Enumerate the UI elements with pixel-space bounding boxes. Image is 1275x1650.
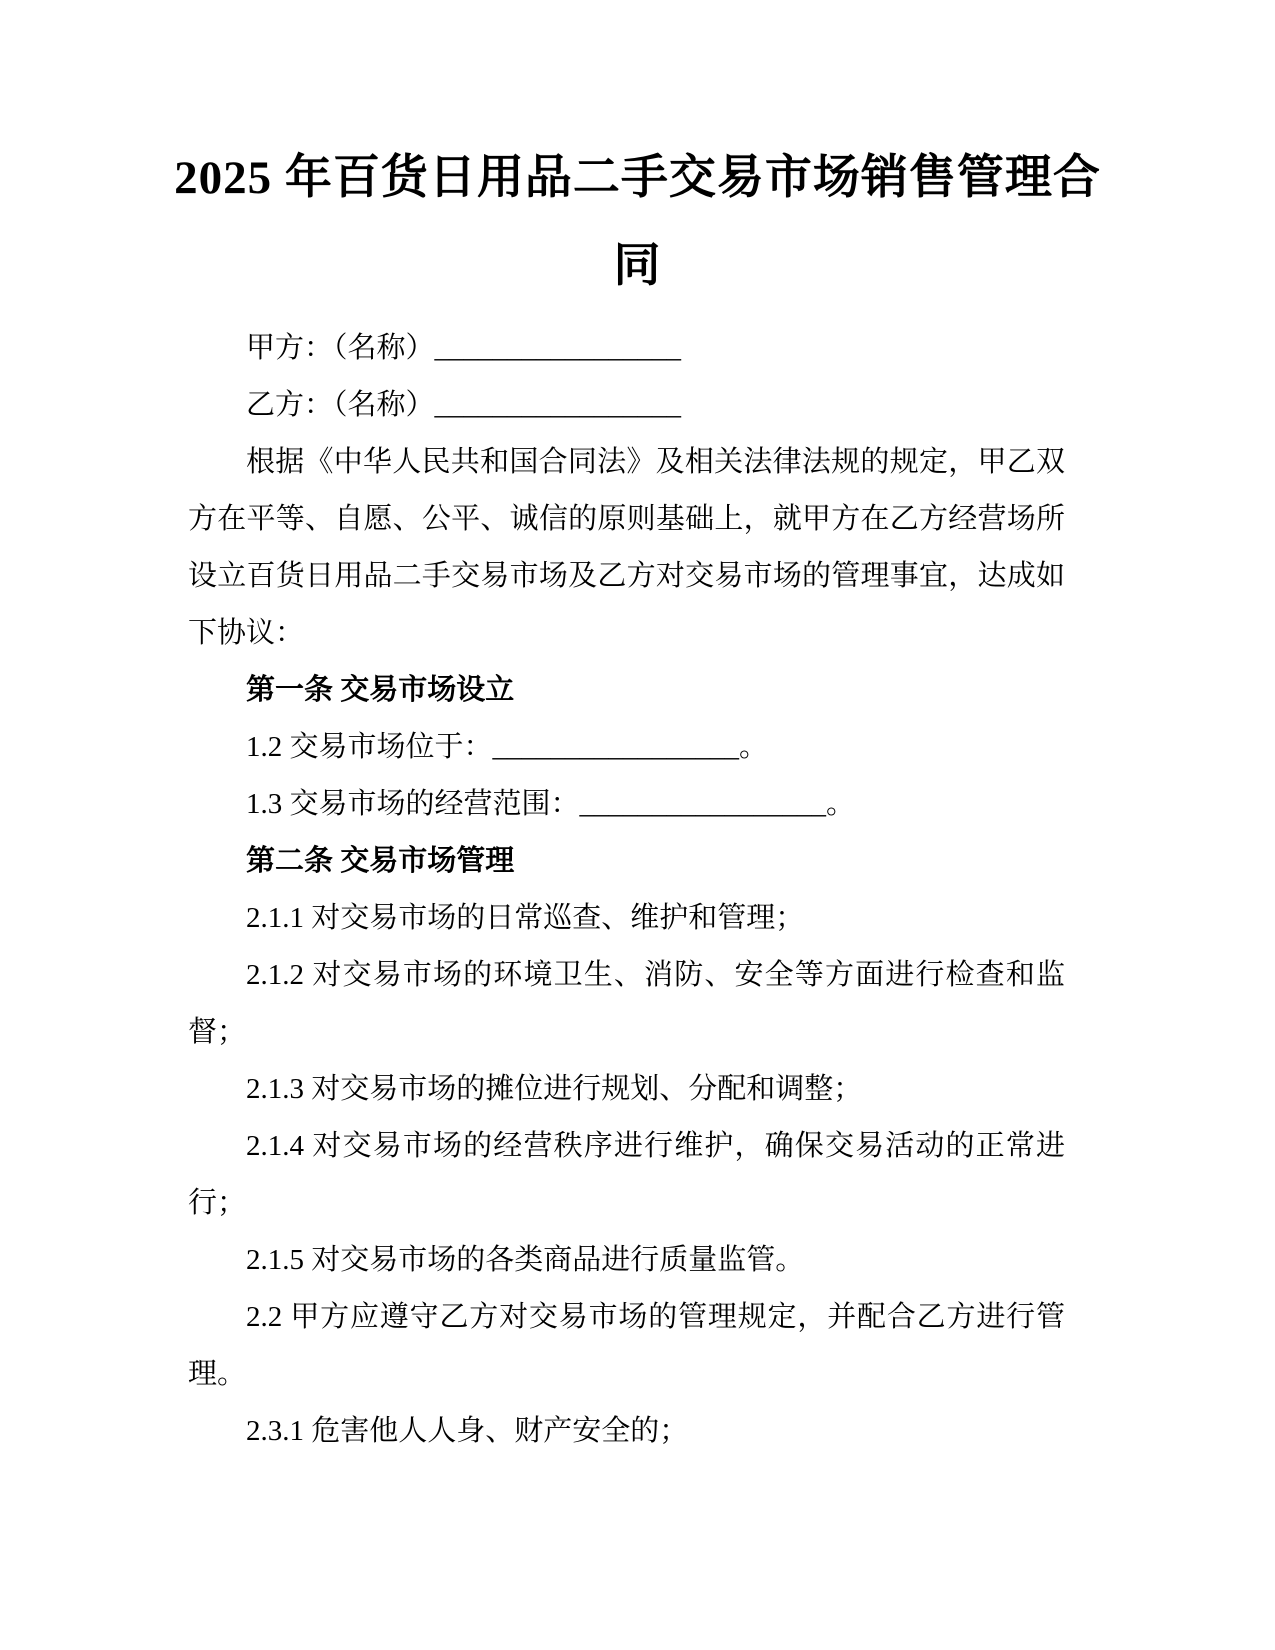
party-a-line	[188, 320, 1065, 377]
clause-2-1-3: 2.1.3 对交易市场的摊位进行规划、分配和调整；	[246, 1073, 863, 1105]
clause-2-1-4: 2.1.4 对交易市场的经营秩序进行维护，确保交易活动的正常进行；	[188, 1130, 1065, 1219]
clause-1-3-suffix: 。	[826, 788, 856, 820]
clause-2-1-5: 2.1.5 对交易市场的各类商品进行质量监管。	[246, 1244, 805, 1276]
party-b-blank: _________________	[434, 389, 682, 421]
party-a-blank: _________________	[434, 332, 682, 364]
party-a-label: 甲方：（名称）	[246, 332, 435, 364]
clause-2-2: 2.2 甲方应遵守乙方对交易市场的管理规定，并配合乙方进行管理。	[188, 1301, 1065, 1390]
clause-1-2	[188, 719, 1065, 776]
clause-1-3	[188, 776, 1065, 833]
clause-2-1-2: 2.1.2 对交易市场的环境卫生、消防、安全等方面进行检查和监督；	[188, 959, 1065, 1048]
document-title: 2025 年百货日用品二手交易市场销售管理合同	[174, 152, 1101, 292]
section-1-heading: 第一条 交易市场设立	[246, 674, 515, 706]
section-2-heading: 第二条 交易市场管理	[246, 845, 515, 877]
clause-1-2-suffix: 。	[739, 731, 769, 763]
party-b-line	[188, 377, 1065, 434]
clause-1-3-text: 1.3 交易市场的经营范围：	[246, 788, 580, 820]
clause-1-2-blank: _________________	[492, 731, 740, 763]
party-b-label: 乙方：（名称）	[246, 389, 435, 421]
preamble-paragraph: 根据《中华人民共和国合同法》及相关法律法规的规定，甲乙双方在平等、自愿、公平、诚信的原则基础上，就甲方在乙方经营场所设立百货日用品二手交易市场及乙方对交易市场的管理事宜，达成如下协议：	[188, 446, 1065, 649]
clause-2-1-1: 2.1.1 对交易市场的日常巡查、维护和管理；	[246, 902, 805, 934]
clause-1-3-blank: _________________	[579, 788, 827, 820]
document-body	[188, 320, 1065, 1460]
clause-2-3-1: 2.3.1 危害他人人身、财产安全的；	[246, 1415, 689, 1447]
clause-1-2-text: 1.2 交易市场位于：	[246, 731, 493, 763]
